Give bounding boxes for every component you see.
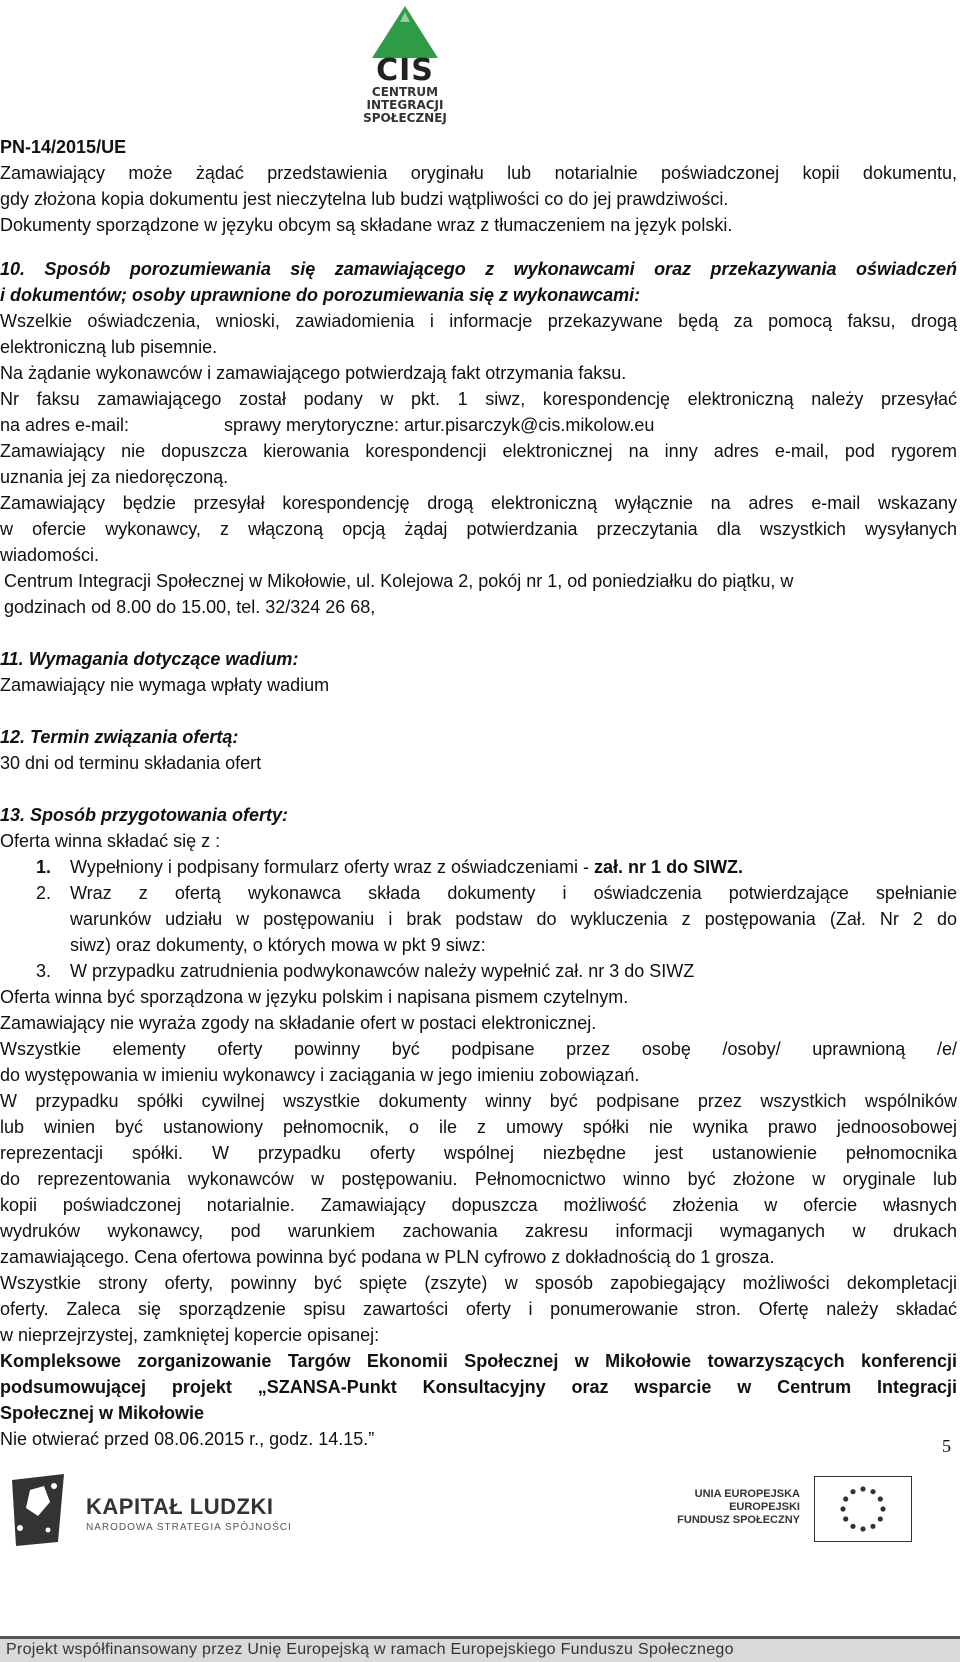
paragraph-line: Wszystkie elementy oferty powinny być podpisane przez osobę /osoby/ uprawnioną /e/	[0, 1039, 957, 1059]
paragraph-line: Na żądanie wykonawców i zamawiającego potwierdzają fakt otrzymania faksu.	[0, 363, 627, 383]
kapital-ludzki-subtitle: NARODOWA STRATEGIA SPÓJNOŚCI	[86, 1522, 292, 1533]
document-reference: PN-14/2015/UE	[0, 137, 127, 157]
paragraph-line: 30 dni od terminu składania ofert	[0, 753, 262, 773]
cofinancing-band	[0, 1636, 960, 1662]
paragraph-line: Oferta winna być sporządzona w języku polskim i napisana pismem czytelnym.	[0, 987, 629, 1007]
eu-line-3: FUNDUSZ SPOŁECZNY	[677, 1514, 800, 1526]
paragraph-line: wiadomości.	[0, 545, 100, 565]
cis-logo	[350, 4, 460, 125]
kapital-ludzki-logo-icon	[8, 1472, 68, 1548]
paragraph-line: reprezentacji spółki. W przypadku oferty wspólnej niezbędne jest ustanowienie pełnomocnika	[0, 1143, 957, 1163]
paragraph-line: kopii poświadczonej notarialnie. Zamawiający dopuszcza możliwość złożenia w ofercie własnych	[0, 1195, 957, 1215]
paragraph-line: Zamawiający może żądać przedstawienia oryginału lub notarialnie poświadczonej kopii dokumentu,	[0, 163, 957, 183]
cofinancing-text: Projekt współfinansowany przez Unię Europejską w ramach Europejskiego Funduszu Społecznego	[6, 1641, 734, 1658]
paragraph-line: wydruków wykonawcy, pod warunkiem zachowania zakresu informacji wymaganych w drukach	[0, 1221, 957, 1241]
logo-line-3: SPOŁECZNEJ	[363, 111, 447, 125]
section-13-heading: 13. Sposób przygotowania oferty:	[0, 805, 289, 825]
paragraph-line: Centrum Integracji Społecznej w Mikołowie, ul. Kolejowa 2, pokój nr 1, od poniedziałku do piątku, w	[4, 571, 794, 591]
paragraph-line: zamawiającego. Cena ofertowa powinna być podana w PLN cyfrowo z dokładnością do 1 grosza.	[0, 1247, 775, 1267]
list-text-bold: zał. nr 1 do SIWZ.	[594, 857, 744, 877]
cis-triangle-icon	[370, 4, 440, 60]
section-11-heading: 11. Wymagania dotyczące wadium:	[0, 649, 299, 669]
list-text: Wypełniony i podpisany formularz oferty wraz z oświadczeniami -	[70, 857, 595, 877]
footer	[0, 1462, 960, 1659]
paragraph-line: Zamawiający nie wymaga wpłaty wadium	[0, 675, 330, 695]
list-text: siwz) oraz dokumenty, o których mowa w pkt 9 siwz:	[70, 935, 486, 955]
paragraph-line: do występowania w imieniu wykonawcy i zaciągania w jego imieniu zobowiązań.	[0, 1065, 640, 1085]
logo-line-2: INTEGRACJI	[366, 98, 444, 112]
eu-line-2: EUROPEJSKI	[729, 1501, 800, 1513]
list-text: W przypadku zatrudnienia podwykonawców należy wypełnić zał. nr 3 do SIWZ	[70, 961, 695, 981]
envelope-title-line: podsumowującej projekt „SZANSA-Punkt Konsultacyjny oraz wsparcie w Centrum Integracji	[0, 1377, 957, 1397]
paragraph-line: Zamawiający będzie przesyłał korespondencję drogą elektroniczną wyłącznie na adres e-mail wskazany	[0, 493, 957, 513]
eu-flag-icon	[814, 1476, 912, 1542]
eu-text	[640, 1488, 800, 1527]
paragraph-line: uznania jej za niedoręczoną.	[0, 467, 229, 487]
list-text: warunków udziału w postępowaniu i brak podstaw do wykluczenia z postępowania (Zał. Nr 2 do	[70, 909, 957, 929]
paragraph-line: Wszystkie strony oferty, powinny być spięte (zszyte) w sposób zapobiegający możliwości dekompletacji	[0, 1273, 957, 1293]
list-text: Wraz z ofertą wykonawca składa dokumenty i oświadczenia potwierdzające spełnianie	[70, 883, 957, 903]
paragraph-line: oferty. Zaleca się sporządzenie spisu zawartości oferty i ponumerowanie stron. Ofertę należy składać	[0, 1299, 957, 1319]
paragraph-line: Zamawiający nie dopuszcza kierowania korespondencji elektronicznej na inny adres e-mail, pod rygorem	[0, 441, 957, 461]
email-line	[0, 412, 957, 438]
list-number: 3.	[36, 961, 52, 981]
paragraph-line: elektroniczną lub pisemnie.	[0, 337, 218, 357]
email-label: na adres e-mail:	[0, 415, 130, 435]
paragraph-line: Nie otwierać przed 08.06.2015 r., godz. 14.15.”	[0, 1429, 375, 1449]
paragraph-line: Zamawiający nie wyraża zgody na składanie ofert w postaci elektronicznej.	[0, 1013, 597, 1033]
envelope-title-line: Kompleksowe zorganizowanie Targów Ekonomii Społecznej w Mikołowie towarzyszących konferencji	[0, 1351, 957, 1371]
paragraph-line: w nieprzejrzystej, zamkniętej kopercie opisanej:	[0, 1325, 380, 1345]
logo-main-text: CIS	[376, 53, 434, 88]
page-number: 5	[942, 1436, 951, 1456]
eu-line-1: UNIA EUROPEJSKA	[694, 1488, 800, 1500]
list-number: 2.	[36, 883, 52, 903]
email-address[interactable]: sprawy merytoryczne: artur.pisarczyk@cis.mikolow.eu	[224, 415, 655, 435]
paragraph-line: lub winien być ustanowiony pełnomocnik, o ile z umowy spółki nie wynika prawo jednoosobowej	[0, 1117, 957, 1137]
paragraph-line: w ofercie wykonawcy, z włączoną opcją żądaj potwierdzania przeczytania dla wszystkich wysyłanych	[0, 519, 957, 539]
section-10-heading: 10. Sposób porozumiewania się zamawiającego z wykonawcami oraz przekazywania oświadczeń	[0, 259, 957, 279]
logo-line-1: CENTRUM	[371, 85, 439, 99]
paragraph-line: gdy złożona kopia dokumentu jest nieczytelna lub budzi wątpliwości co do jej prawdziwości.	[0, 189, 729, 209]
paragraph-line: godzinach od 8.00 do 15.00, tel. 32/324 26 68,	[4, 597, 376, 617]
kapital-ludzki-title: KAPITAŁ LUDZKI	[86, 1494, 274, 1519]
section-12-heading: 12. Termin związania ofertą:	[0, 727, 239, 747]
paragraph-line: Oferta winna składać się z :	[0, 831, 221, 851]
paragraph-line: Dokumenty sporządzone w języku obcym są składane wraz z tłumaczeniem na język polski.	[0, 215, 733, 235]
paragraph-line: Wszelkie oświadczenia, wnioski, zawiadomienia i informacje przekazywane będą za pomocą faksu, drogą	[0, 311, 957, 331]
paragraph-line: do reprezentowania wykonawców w postępowaniu. Pełnomocnictwo winno być złożone w oryginale lub	[0, 1169, 957, 1189]
paragraph-line: W przypadku spółki cywilnej wszystkie dokumenty winny być podpisane przez wszystkich wspólników	[0, 1091, 957, 1111]
paragraph-line: Nr faksu zamawiającego został podany w pkt. 1 siwz, korespondencję elektroniczną należy przesyłać	[0, 389, 957, 409]
list-number: 1.	[36, 857, 52, 877]
section-10-heading-cont: i dokumentów; osoby uprawnione do porozumiewania się z wykonawcami:	[0, 285, 641, 305]
envelope-title-line: Społecznej w Mikołowie	[0, 1403, 205, 1423]
